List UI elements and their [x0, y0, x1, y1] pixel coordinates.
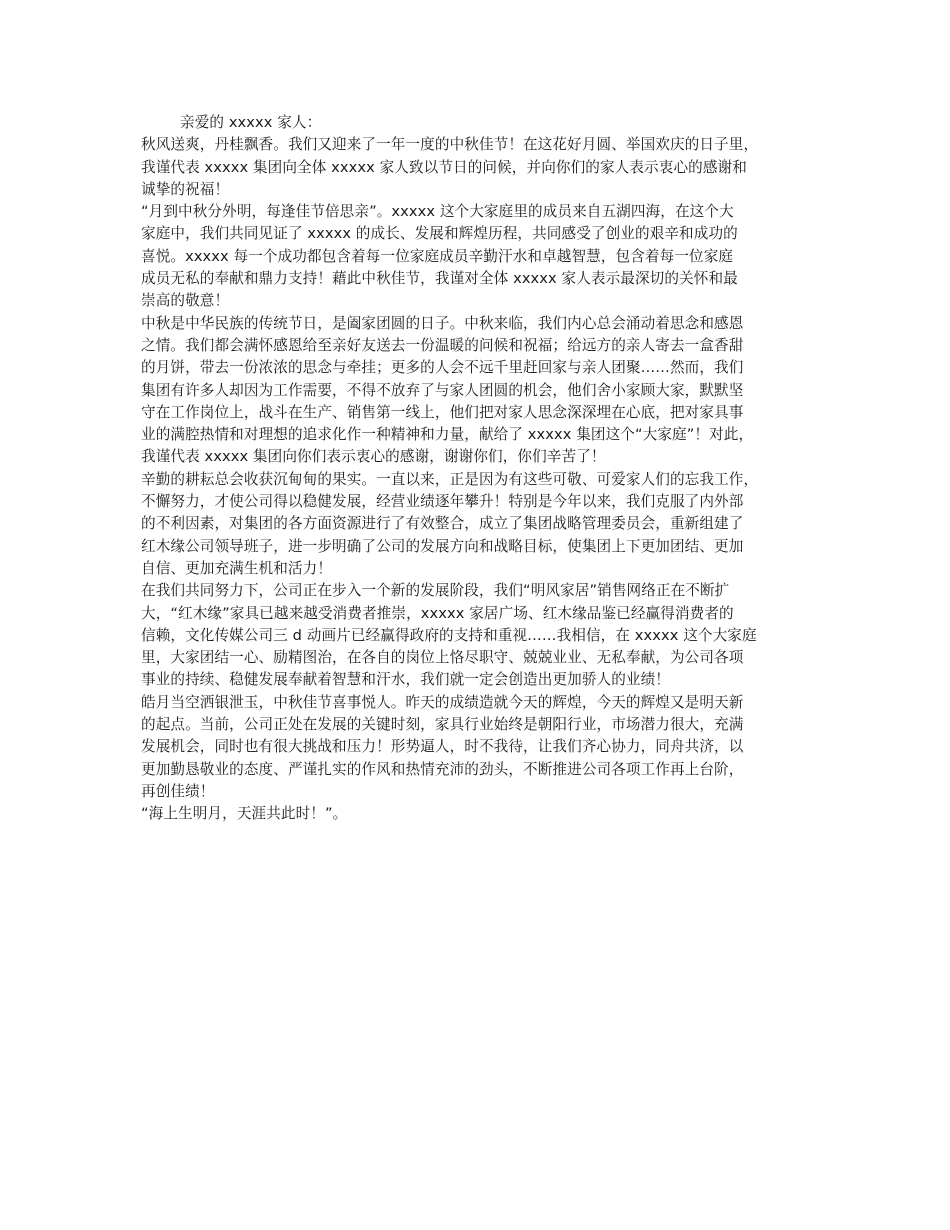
- text-line: 辛勤的耕耘总会收获沉甸甸的果实。一直以来，正是因为有这些可敬、可爱家人们的忘我工作，: [141, 470, 759, 488]
- text-line: 大，“红木缘”家具已越来越受消费者推崇，xxxxx 家居广场、红木缘品鉴已经赢得消费者的: [141, 604, 734, 622]
- letter-salutation: 亲爱的 xxxxx 家人：: [180, 114, 322, 131]
- text-line: 中秋是中华民族的传统节日，是阖家团圆的日子。中秋来临，我们内心总会涌动着思念和感恩: [141, 314, 744, 332]
- text-line: 家庭中，我们共同见证了 xxxxx 的成长、发展和辉煌历程，共同感受了创业的艰辛和成功的: [141, 225, 738, 243]
- text-line: 事业的持续、稳健发展奉献着智慧和汗水，我们就一定会创造出更加骄人的业绩！: [141, 671, 670, 689]
- text-line: 红木缘公司领导班子，进一步明确了公司的发展方向和战略目标，使集团上下更加团结、更加: [141, 537, 744, 555]
- paragraph-mid-autumn: [141, 313, 809, 469]
- text-line: “月到中秋分外明，每逢佳节倍思亲”。xxxxx 这个大家庭里的成员来自五湖四海，在这个大: [141, 203, 734, 221]
- text-line: 信赖，文化传媒公司三 d 动画片已经赢得政府的支持和重视……我相信，在 xxxxx 这个大家庭: [141, 626, 757, 644]
- text-line: 集团有许多人却因为工作需要，不得不放弃了与家人团圆的机会，他们舍小家顾大家，默默坚: [141, 381, 744, 399]
- text-line: 的月饼，带去一份浓浓的思念与牵挂；更多的人会不远千里赶回家与亲人团聚……然而，我们: [141, 359, 744, 377]
- text-line: 守在工作岗位上，战斗在生产、销售第一线上，他们把对家人思念深深埋在心底，把对家具事: [141, 403, 744, 421]
- text-line: 崇高的敬意！: [141, 292, 230, 310]
- text-line: 在我们共同努力下，公司正在步入一个新的发展阶段，我们“明风家居”销售网络正在不断扩: [141, 582, 730, 600]
- text-line: 我谨代表 xxxxx 集团向全体 xxxxx 家人致以节日的问候，并向你们的家人表示衷心的感谢和: [141, 158, 747, 176]
- text-line: 里，大家团结一心、励精图治，在各自的岗位上恪尽职守、兢兢业业、无私奉献，为公司各项: [141, 649, 744, 667]
- paragraph-outlook: [141, 692, 809, 803]
- letter-closing: “海上生明月，天涯共此时！”。: [141, 805, 348, 823]
- text-line: 我谨代表 xxxxx 集团向你们表示衷心的感谢，谢谢你们，你们辛苦了！: [141, 448, 606, 466]
- paragraph-achievements: [141, 469, 809, 580]
- paragraph-development: [141, 580, 809, 691]
- text-line: 的不利因素，对集团的各方面资源进行了有效整合，成立了集团战略管理委员会，重新组建了: [141, 515, 744, 533]
- text-line: 业的满腔热情和对理想的追求化作一种精神和力量，献给了 xxxxx 集团这个“大家庭”！对此，: [141, 426, 754, 444]
- text-line: 皓月当空洒银泄玉，中秋佳节喜事悦人。昨天的成绩造就今天的辉煌，今天的辉煌又是明天新: [141, 693, 744, 711]
- paragraph-family: [141, 201, 809, 312]
- text-line: 成员无私的奉献和鼎力支持！藉此中秋佳节，我谨对全体 xxxxx 家人表示最深切的关怀和最: [141, 270, 738, 288]
- paragraph-greeting: [141, 134, 809, 201]
- text-line: 不懈努力，才使公司得以稳健发展，经营业绩逐年攀升！特别是今年以来，我们克服了内外部: [141, 493, 744, 511]
- text-line: 诚挚的祝福！: [141, 180, 230, 198]
- text-line: 秋风送爽，丹桂飘香。我们又迎来了一年一度的中秋佳节！在这花好月圆、举国欢庆的日子里，: [141, 136, 759, 154]
- text-line: 之情。我们都会满怀感恩给至亲好友送去一份温暖的问候和祝福；给远方的亲人寄去一盒香甜: [141, 336, 744, 354]
- text-line: 喜悦。xxxxx 每一个成功都包含着每一位家庭成员辛勤汗水和卓越智慧，包含着每一位家庭: [141, 247, 734, 265]
- text-line: 自信、更加充满生机和活力！: [141, 559, 333, 577]
- text-line: 更加勤恳敬业的态度、严谨扎实的作风和热情充沛的劲头，不断推进公司各项工作再上台阶，: [141, 760, 744, 778]
- letter-body: [141, 112, 809, 826]
- text-line: 再创佳绩！: [141, 782, 215, 800]
- text-line: 发展机会，同时也有很大挑战和压力！形势逼人，时不我待，让我们齐心协力，同舟共济，以: [141, 738, 744, 756]
- text-line: 的起点。当前，公司正处在发展的关键时刻，家具行业始终是朝阳行业，市场潜力很大，充满: [141, 716, 744, 734]
